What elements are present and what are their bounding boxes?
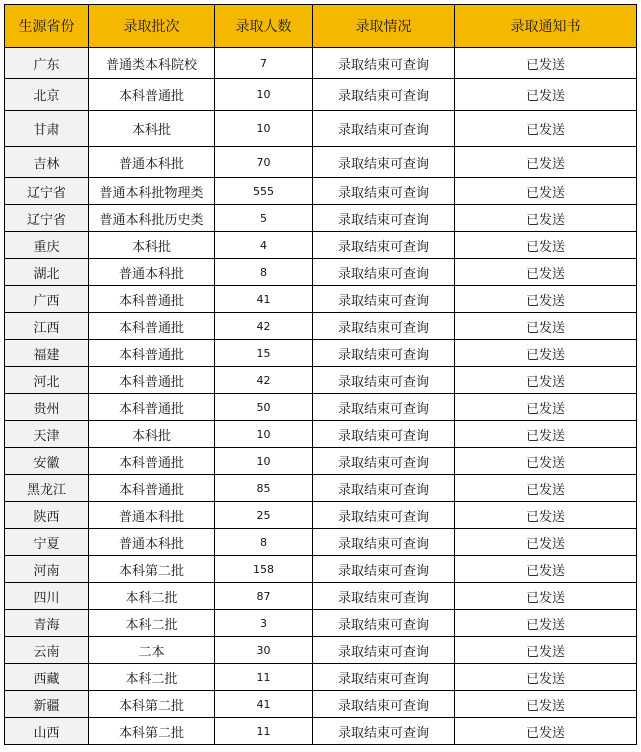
cell-status: 录取结束可查询 <box>313 232 455 259</box>
cell-count: 5 <box>215 205 313 232</box>
cell-batch: 本科第二批 <box>89 691 215 718</box>
cell-status: 录取结束可查询 <box>313 205 455 232</box>
cell-batch: 普通类本科院校 <box>89 48 215 79</box>
cell-province: 新疆 <box>5 691 89 718</box>
cell-notice: 已发送 <box>455 556 637 583</box>
cell-status: 录取结束可查询 <box>313 691 455 718</box>
cell-notice: 已发送 <box>455 529 637 556</box>
cell-batch: 普通本科批 <box>89 147 215 178</box>
cell-batch: 本科普通批 <box>89 286 215 313</box>
table-row <box>5 79 637 111</box>
cell-count: 11 <box>215 718 313 745</box>
table-row <box>5 664 637 691</box>
cell-count: 8 <box>215 259 313 286</box>
cell-province: 安徽 <box>5 448 89 475</box>
cell-notice: 已发送 <box>455 340 637 367</box>
cell-province: 四川 <box>5 583 89 610</box>
header-row <box>5 5 637 48</box>
cell-batch: 普通本科批 <box>89 259 215 286</box>
cell-batch: 本科二批 <box>89 583 215 610</box>
table-row <box>5 286 637 313</box>
table-row <box>5 637 637 664</box>
cell-count: 10 <box>215 421 313 448</box>
cell-count: 42 <box>215 313 313 340</box>
cell-province: 重庆 <box>5 232 89 259</box>
cell-notice: 已发送 <box>455 718 637 745</box>
cell-notice: 已发送 <box>455 178 637 205</box>
cell-province: 河南 <box>5 556 89 583</box>
table-row <box>5 394 637 421</box>
cell-batch: 本科二批 <box>89 664 215 691</box>
table-row <box>5 502 637 529</box>
cell-count: 7 <box>215 48 313 79</box>
cell-province: 吉林 <box>5 147 89 178</box>
cell-count: 25 <box>215 502 313 529</box>
header-status: 录取情况 <box>313 5 455 48</box>
cell-count: 42 <box>215 367 313 394</box>
cell-province: 宁夏 <box>5 529 89 556</box>
cell-notice: 已发送 <box>455 394 637 421</box>
cell-status: 录取结束可查询 <box>313 178 455 205</box>
cell-batch: 二本 <box>89 637 215 664</box>
table-row <box>5 691 637 718</box>
cell-count: 15 <box>215 340 313 367</box>
cell-notice: 已发送 <box>455 637 637 664</box>
cell-batch: 本科批 <box>89 421 215 448</box>
cell-province: 山西 <box>5 718 89 745</box>
cell-province: 广东 <box>5 48 89 79</box>
cell-province: 河北 <box>5 367 89 394</box>
cell-status: 录取结束可查询 <box>313 259 455 286</box>
table-row <box>5 259 637 286</box>
cell-notice: 已发送 <box>455 147 637 178</box>
cell-batch: 本科批 <box>89 232 215 259</box>
cell-batch: 本科普通批 <box>89 475 215 502</box>
cell-batch: 本科二批 <box>89 610 215 637</box>
table-row <box>5 147 637 178</box>
cell-notice: 已发送 <box>455 583 637 610</box>
table-row <box>5 313 637 340</box>
cell-batch: 普通本科批 <box>89 529 215 556</box>
cell-count: 70 <box>215 147 313 178</box>
cell-province: 湖北 <box>5 259 89 286</box>
cell-count: 8 <box>215 529 313 556</box>
table-row <box>5 529 637 556</box>
cell-batch: 本科第二批 <box>89 718 215 745</box>
cell-province: 甘肃 <box>5 111 89 147</box>
cell-status: 录取结束可查询 <box>313 340 455 367</box>
cell-province: 辽宁省 <box>5 205 89 232</box>
header-batch: 录取批次 <box>89 5 215 48</box>
cell-count: 11 <box>215 664 313 691</box>
cell-province: 陕西 <box>5 502 89 529</box>
cell-province: 贵州 <box>5 394 89 421</box>
cell-count: 50 <box>215 394 313 421</box>
cell-status: 录取结束可查询 <box>313 147 455 178</box>
cell-notice: 已发送 <box>455 691 637 718</box>
cell-province: 青海 <box>5 610 89 637</box>
cell-batch: 本科普通批 <box>89 313 215 340</box>
admission-table <box>4 4 637 745</box>
cell-status: 录取结束可查询 <box>313 79 455 111</box>
table-row <box>5 718 637 745</box>
cell-notice: 已发送 <box>455 313 637 340</box>
cell-notice: 已发送 <box>455 610 637 637</box>
cell-status: 录取结束可查询 <box>313 718 455 745</box>
cell-province: 黑龙江 <box>5 475 89 502</box>
cell-province: 广西 <box>5 286 89 313</box>
cell-count: 10 <box>215 79 313 111</box>
cell-status: 录取结束可查询 <box>313 421 455 448</box>
cell-count: 41 <box>215 691 313 718</box>
cell-status: 录取结束可查询 <box>313 367 455 394</box>
cell-batch: 本科普通批 <box>89 448 215 475</box>
cell-status: 录取结束可查询 <box>313 556 455 583</box>
cell-batch: 本科普通批 <box>89 79 215 111</box>
cell-batch: 普通本科批物理类 <box>89 178 215 205</box>
cell-status: 录取结束可查询 <box>313 111 455 147</box>
cell-status: 录取结束可查询 <box>313 48 455 79</box>
cell-count: 41 <box>215 286 313 313</box>
table-row <box>5 421 637 448</box>
cell-count: 87 <box>215 583 313 610</box>
cell-province: 西藏 <box>5 664 89 691</box>
cell-status: 录取结束可查询 <box>313 637 455 664</box>
cell-batch: 普通本科批历史类 <box>89 205 215 232</box>
header-province: 生源省份 <box>5 5 89 48</box>
table-row <box>5 367 637 394</box>
cell-province: 云南 <box>5 637 89 664</box>
cell-status: 录取结束可查询 <box>313 286 455 313</box>
cell-province: 福建 <box>5 340 89 367</box>
cell-count: 10 <box>215 448 313 475</box>
cell-status: 录取结束可查询 <box>313 529 455 556</box>
table-row <box>5 610 637 637</box>
cell-notice: 已发送 <box>455 367 637 394</box>
cell-status: 录取结束可查询 <box>313 502 455 529</box>
header-notice: 录取通知书 <box>455 5 637 48</box>
cell-status: 录取结束可查询 <box>313 583 455 610</box>
cell-count: 4 <box>215 232 313 259</box>
table-row <box>5 178 637 205</box>
cell-notice: 已发送 <box>455 48 637 79</box>
table-row <box>5 448 637 475</box>
cell-status: 录取结束可查询 <box>313 664 455 691</box>
cell-notice: 已发送 <box>455 79 637 111</box>
table-row <box>5 583 637 610</box>
cell-notice: 已发送 <box>455 664 637 691</box>
cell-notice: 已发送 <box>455 205 637 232</box>
cell-status: 录取结束可查询 <box>313 313 455 340</box>
table-row <box>5 340 637 367</box>
cell-count: 10 <box>215 111 313 147</box>
cell-status: 录取结束可查询 <box>313 394 455 421</box>
header-count: 录取人数 <box>215 5 313 48</box>
cell-province: 北京 <box>5 79 89 111</box>
cell-count: 3 <box>215 610 313 637</box>
cell-notice: 已发送 <box>455 259 637 286</box>
table-row <box>5 232 637 259</box>
cell-count: 85 <box>215 475 313 502</box>
cell-batch: 本科批 <box>89 111 215 147</box>
cell-notice: 已发送 <box>455 232 637 259</box>
cell-batch: 本科普通批 <box>89 340 215 367</box>
table-row <box>5 475 637 502</box>
cell-batch: 本科普通批 <box>89 367 215 394</box>
table-body <box>5 48 637 745</box>
table-row <box>5 48 637 79</box>
table-row <box>5 556 637 583</box>
cell-notice: 已发送 <box>455 448 637 475</box>
cell-notice: 已发送 <box>455 286 637 313</box>
table-row <box>5 205 637 232</box>
cell-count: 158 <box>215 556 313 583</box>
cell-batch: 本科普通批 <box>89 394 215 421</box>
cell-count: 555 <box>215 178 313 205</box>
cell-batch: 本科第二批 <box>89 556 215 583</box>
cell-province: 辽宁省 <box>5 178 89 205</box>
cell-status: 录取结束可查询 <box>313 610 455 637</box>
cell-batch: 普通本科批 <box>89 502 215 529</box>
cell-notice: 已发送 <box>455 421 637 448</box>
table-header <box>5 5 637 48</box>
cell-count: 30 <box>215 637 313 664</box>
cell-notice: 已发送 <box>455 475 637 502</box>
cell-status: 录取结束可查询 <box>313 475 455 502</box>
cell-province: 天津 <box>5 421 89 448</box>
cell-province: 江西 <box>5 313 89 340</box>
cell-status: 录取结束可查询 <box>313 448 455 475</box>
table-row <box>5 111 637 147</box>
cell-notice: 已发送 <box>455 502 637 529</box>
cell-notice: 已发送 <box>455 111 637 147</box>
